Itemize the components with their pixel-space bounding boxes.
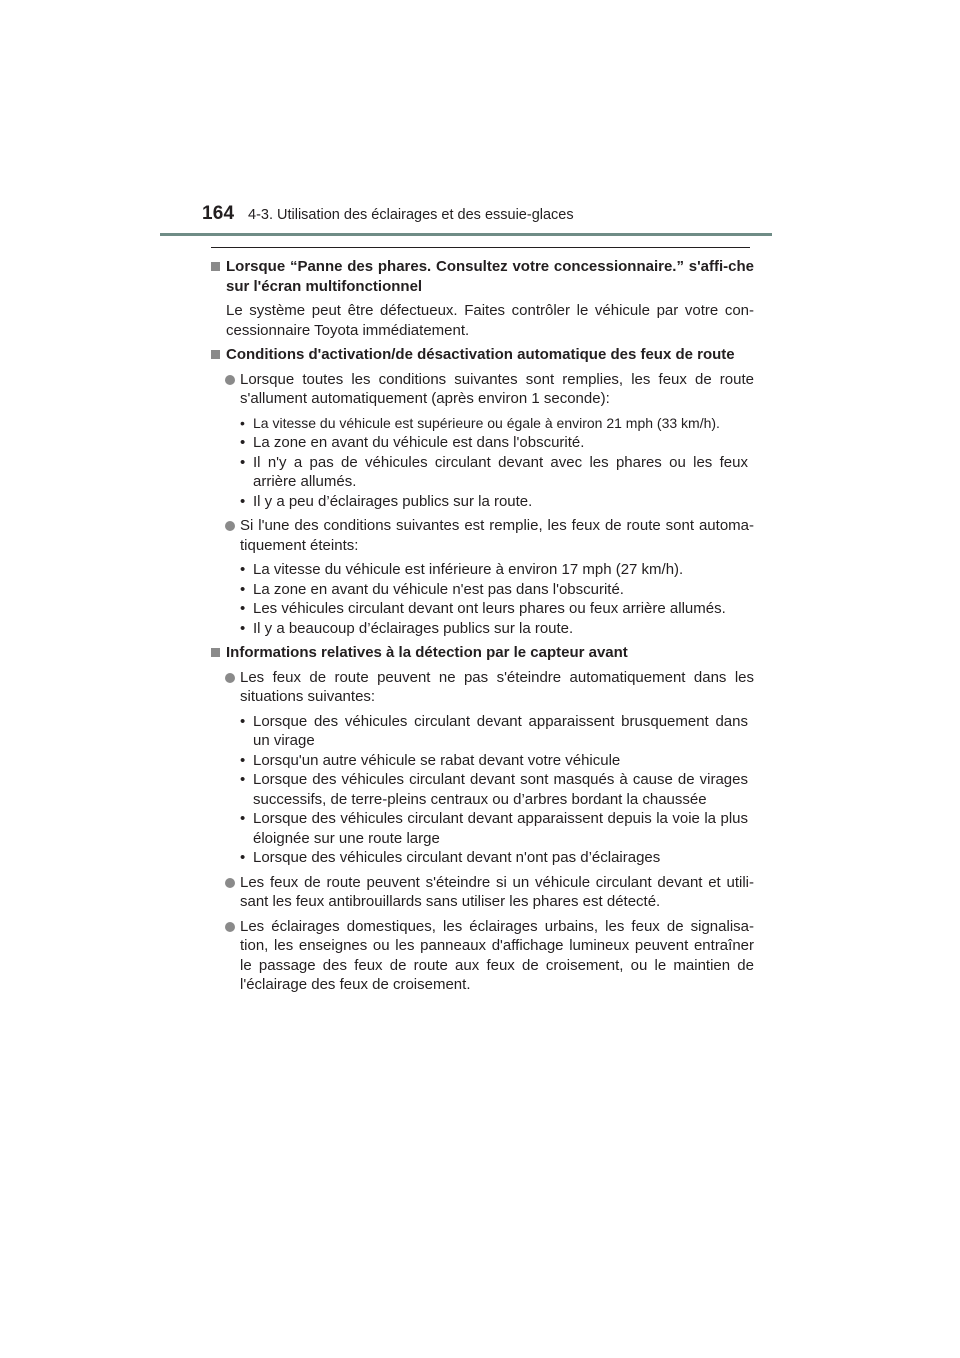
bullet-text: Lorsque des véhicules circulant devant n'ont pas d’éclairages xyxy=(253,849,661,866)
bullet-item xyxy=(211,560,754,580)
header-divider xyxy=(160,233,772,236)
circle-bullet-icon xyxy=(225,375,235,385)
list-item xyxy=(211,668,754,707)
bullet-item xyxy=(211,619,754,639)
bullet-list xyxy=(211,560,754,638)
bullet-dot-icon: • xyxy=(240,712,246,730)
square-bullet-icon xyxy=(211,350,220,359)
bullet-text: La zone en avant du véhicule est dans l'obscurité. xyxy=(253,434,585,451)
section-headlight-failure xyxy=(211,257,754,340)
bullet-dot-icon: • xyxy=(240,771,246,788)
list-item-text: Les feux de route peuvent s'éteindre si un véhicule circulant devant et utili-sant les feux antibrouillards sans utiliser les phares est détecté. xyxy=(240,873,754,910)
bullet-item xyxy=(211,414,754,434)
bullet-text: Lorsqu'un autre véhicule se rabat devant votre véhicule xyxy=(253,751,621,769)
bullet-dot-icon: • xyxy=(240,561,246,578)
page-number: 164 xyxy=(202,203,235,224)
bullet-text: La zone en avant du véhicule n'est pas dans l'obscurité. xyxy=(253,580,624,598)
bullet-text: Lorsque des véhicules circulant devant apparaissent brusquement dans un virage xyxy=(253,712,748,749)
bullet-text: Lorsque des véhicules circulant devant sont masqués à cause de virages successifs, de terre-pleins centraux ou d’arbres bordant la chaussée xyxy=(253,771,748,808)
bullet-dot-icon: • xyxy=(240,492,246,510)
bullet-item xyxy=(211,580,754,600)
circle-bullet-icon xyxy=(225,922,235,932)
bullet-dot-icon: • xyxy=(240,453,246,471)
list-item xyxy=(211,370,754,409)
bullet-item xyxy=(211,712,754,751)
bullet-text: La vitesse du véhicule est inférieure à environ 17 mph (27 km/h). xyxy=(253,561,684,578)
bullet-dot-icon: • xyxy=(240,619,246,637)
bullet-item xyxy=(211,751,754,771)
bullet-item xyxy=(211,433,754,453)
section-heading-text: Conditions d'activation/de désactivation automatique des feux de route xyxy=(226,346,735,363)
list-item-text: Si l'une des conditions suivantes est remplie, les feux de route sont automa-tiquement éteints: xyxy=(240,517,754,554)
list-item xyxy=(211,516,754,555)
bullet-dot-icon: • xyxy=(240,580,246,598)
square-bullet-icon xyxy=(211,648,220,657)
bullet-text: La vitesse du véhicule est supérieure ou égale à environ 21 mph (33 km/h). xyxy=(253,414,720,431)
content-divider xyxy=(211,247,750,248)
bullet-dot-icon: • xyxy=(240,810,246,827)
bullet-text: Il y a beaucoup d’éclairages publics sur la route. xyxy=(253,619,574,637)
list-item xyxy=(211,917,754,995)
bullet-dot-icon: • xyxy=(240,600,246,617)
bullet-dot-icon: • xyxy=(240,751,246,769)
section-text: Le système peut être défectueux. Faites contrôler le véhicule par votre con-cessionnaire Toyota immédiatement. xyxy=(226,302,754,339)
section-heading-text: Lorsque “Panne des phares. Consultez votre concessionnaire.” s'affi-che sur l'écran multifonctionnel xyxy=(226,258,754,295)
page-content xyxy=(211,257,754,1000)
section-heading xyxy=(211,345,754,365)
section-heading xyxy=(211,643,754,663)
bullet-item xyxy=(211,599,754,619)
section-front-sensor-detection xyxy=(211,643,754,995)
list-item-text: Lorsque toutes les conditions suivantes sont remplies, les feux de route s'allument automatiquement (après environ 1 seconde): xyxy=(240,370,754,407)
circle-bullet-icon xyxy=(225,521,235,531)
bullet-text: Il y a peu d’éclairages publics sur la route. xyxy=(253,492,533,510)
bullet-item xyxy=(211,809,754,848)
bullet-list xyxy=(211,712,754,868)
bullet-dot-icon: • xyxy=(240,434,246,451)
circle-bullet-icon xyxy=(225,673,235,683)
list-item xyxy=(211,873,754,912)
circle-bullet-icon xyxy=(225,878,235,888)
chapter-title: 4-3. Utilisation des éclairages et des essuie-glaces xyxy=(248,207,574,223)
bullet-list xyxy=(211,414,754,512)
bullet-item xyxy=(211,492,754,512)
bullet-item xyxy=(211,453,754,492)
section-heading-text: Informations relatives à la détection par le capteur avant xyxy=(226,644,628,661)
section-heading xyxy=(211,257,754,296)
list-item-text: Les éclairages domestiques, les éclairages urbains, les feux de signalisa-tion, les enseignes ou les panneaux d'affichage lumineux peuvent entraîner le passage des feux de route aux feux de croisement, ou le maintien de l'éclairage des feux de croisement. xyxy=(240,917,754,993)
bullet-text: Les véhicules circulant devant ont leurs phares ou feux arrière allumés. xyxy=(253,600,726,617)
bullet-item xyxy=(211,770,754,809)
bullet-dot-icon: • xyxy=(240,849,246,866)
bullet-text: Il n'y a pas de véhicules circulant devant avec les phares ou les feux arrière allumés. xyxy=(253,453,748,490)
bullet-dot-icon: • xyxy=(240,414,245,431)
bullet-text: Lorsque des véhicules circulant devant apparaissent depuis la voie la plus éloignée sur une route large xyxy=(253,810,748,847)
list-item-text: Les feux de route peuvent ne pas s'éteindre automatiquement dans les situations suivantes: xyxy=(240,668,754,705)
square-bullet-icon xyxy=(211,262,220,271)
bullet-item xyxy=(211,848,754,868)
section-auto-high-beam-conditions xyxy=(211,345,754,638)
